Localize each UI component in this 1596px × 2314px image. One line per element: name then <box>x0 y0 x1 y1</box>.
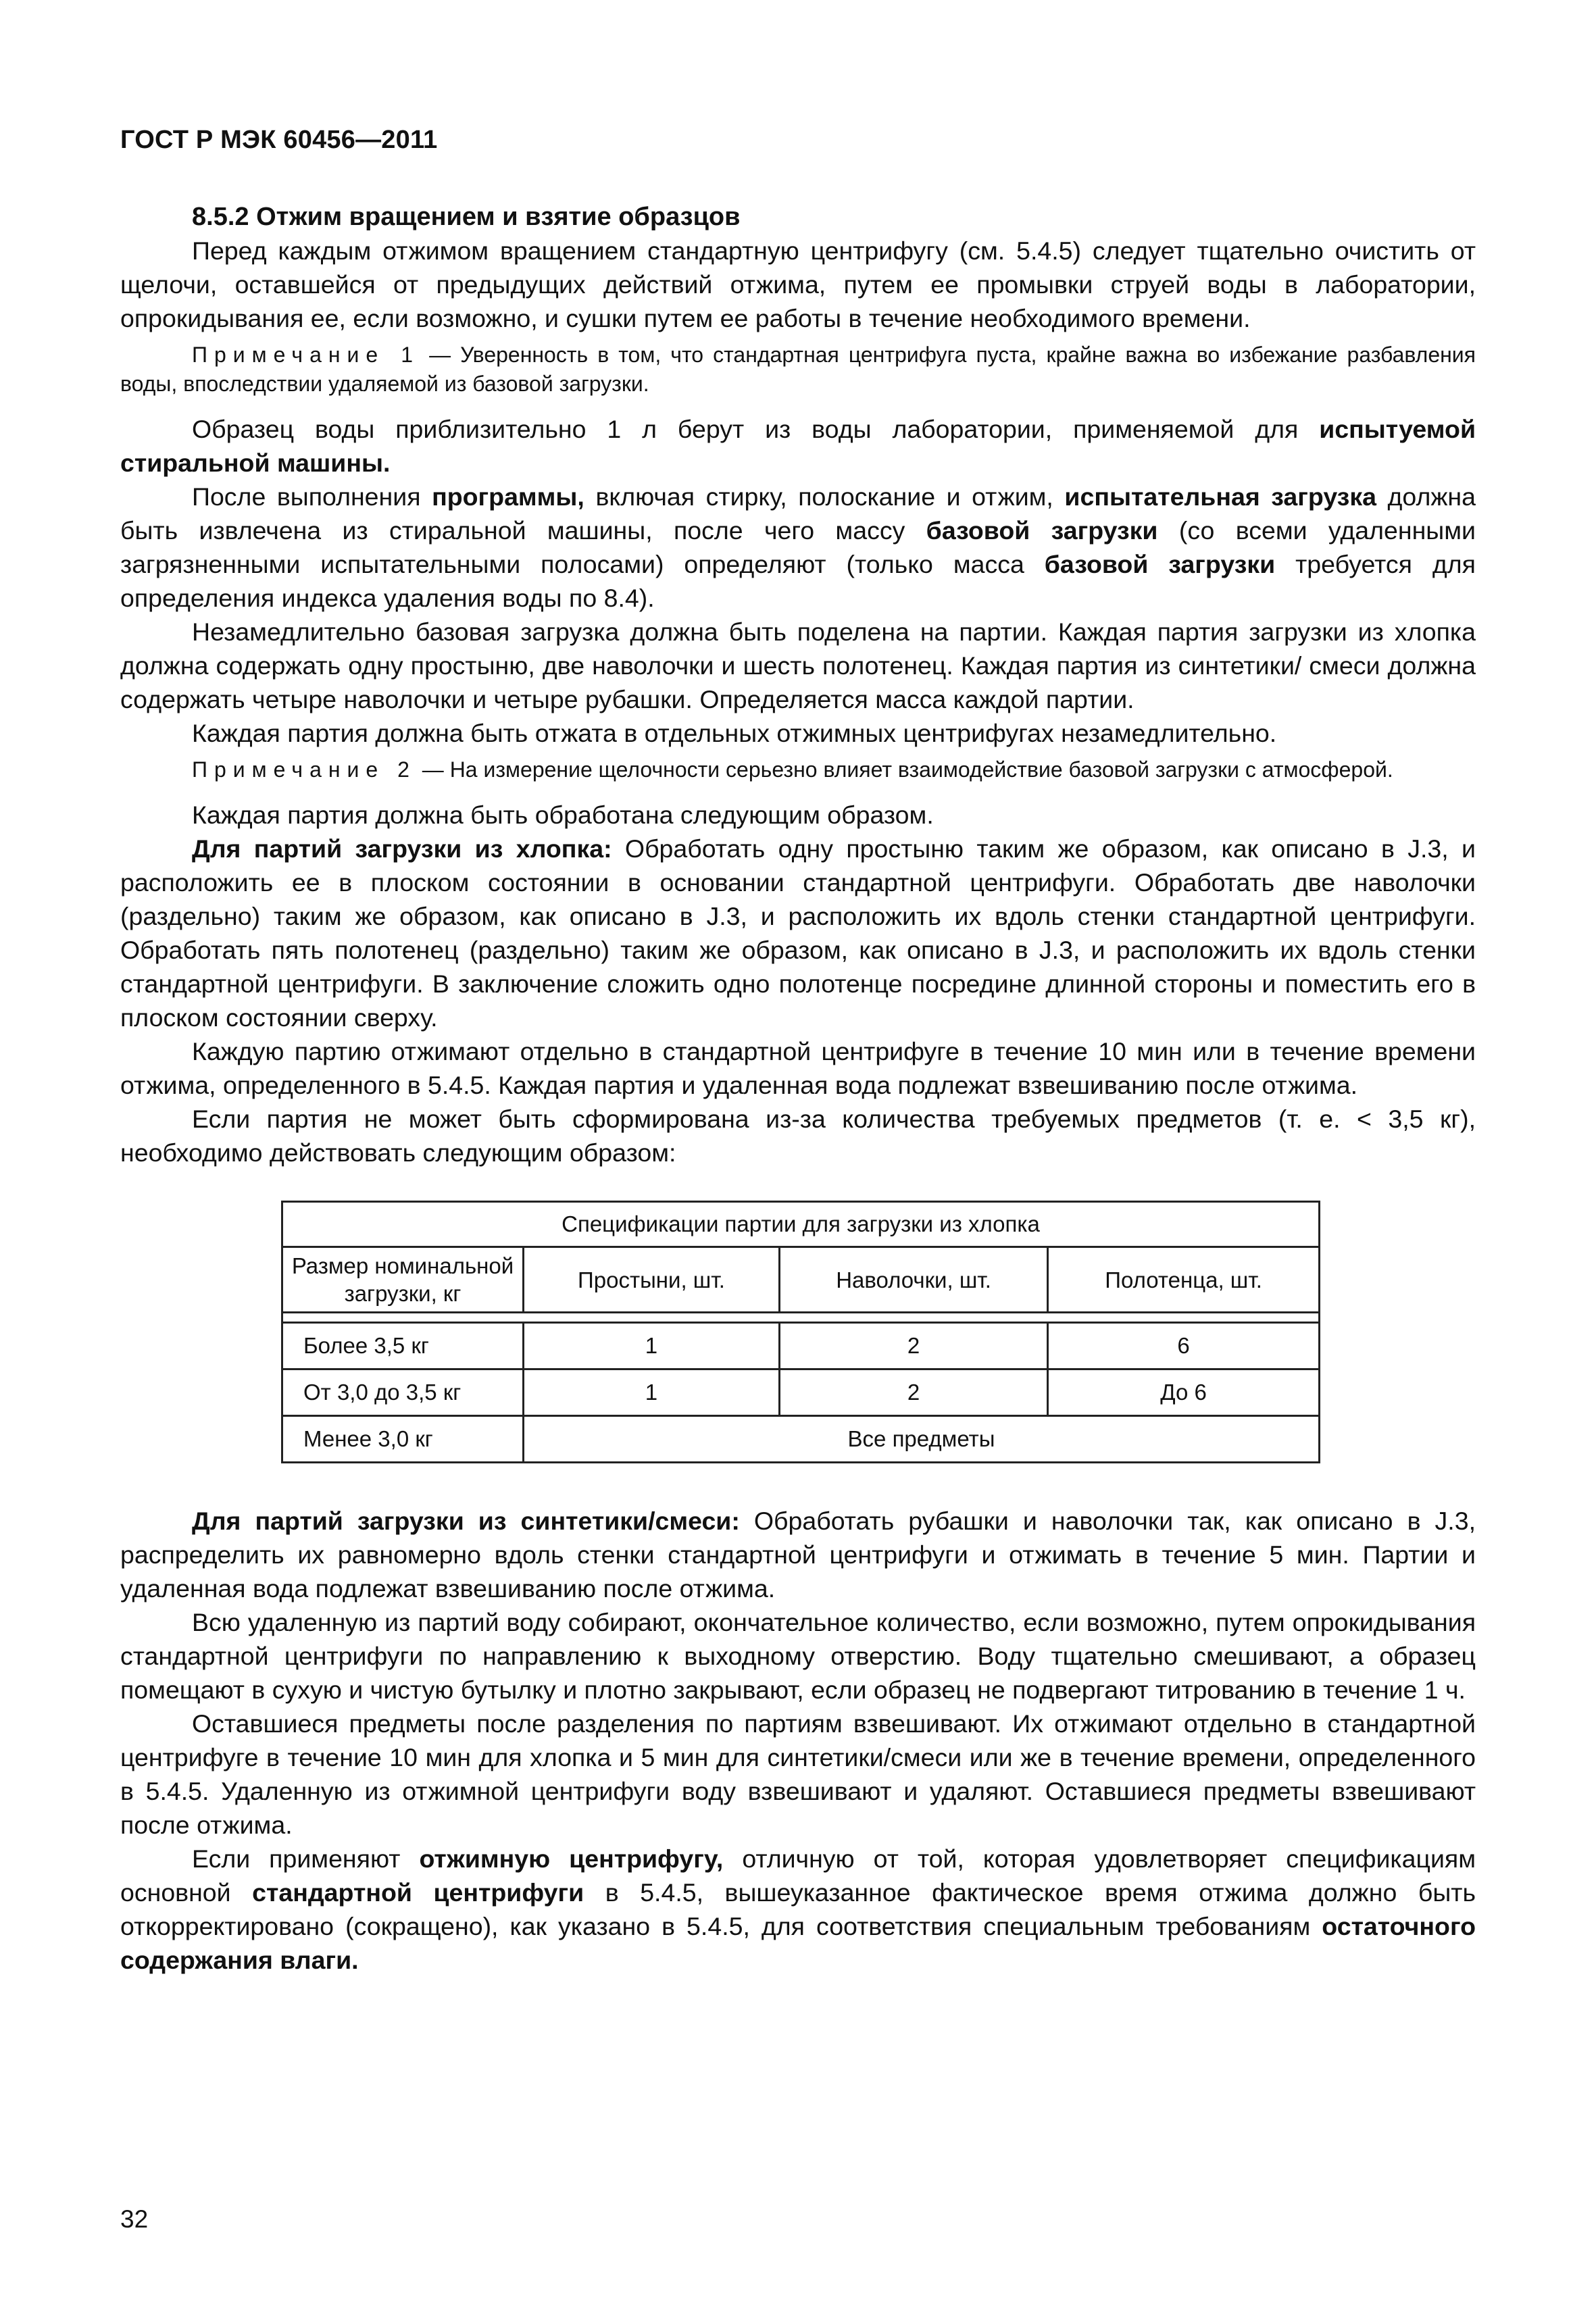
bold-term: остаточного содержания влаги. <box>120 1912 1476 1974</box>
table-cell: Менее 3,0 кг <box>282 1416 524 1463</box>
paragraph <box>120 480 1476 615</box>
bold-term: Для партий загрузки из хлопка: <box>192 834 612 863</box>
bold-term: Для партий загрузки из синтетики/смеси: <box>192 1507 740 1535</box>
text-run: включая стирку, полоскание и отжим, <box>584 482 1065 511</box>
table-header: Полотенца, шт. <box>1048 1247 1320 1313</box>
page-number: 32 <box>120 2205 149 2233</box>
bold-term: базовой загрузки <box>926 516 1158 545</box>
paragraph: Оставшиеся предметы после разделения по партиям взвешивают. Их отжимают отдельно в стандартной центрифуге в течение 10 мин для хлопка и 5 мин для синтетики/смеси или же в течение времени, определенного в 5.4.5. Удаленную из отжимной центрифуги воду взвешивают и удаляют. Оставшиеся предметы взвешивают после отжима. <box>120 1709 1476 1839</box>
table-header: Наволочки, шт. <box>779 1247 1047 1313</box>
section-title: 8.5.2 Отжим вращением и взятие образцов <box>192 203 741 231</box>
table-cell: Более 3,5 кг <box>282 1323 524 1369</box>
paragraph: Каждая партия должна быть обработана следующим образом. <box>192 801 934 829</box>
table-cell: 2 <box>779 1323 1047 1369</box>
table-row <box>282 1369 1320 1416</box>
cotton-spec-table <box>281 1201 1320 1463</box>
text-run: Обработать одну простыню таким же образом, как описано в J.3, и расположить ее в плоском состоянии в основании стандартной центрифуги. Обработать две наволочки (раздельно) таким же образом, как описано в J.3, и расположить их вдоль стенки стандартной центрифуги. Обработать пять полотенец (раздельно) таким же образом, как описано в J.3, и расположить их вдоль стенки стандартной центрифуги. В заключение сложить одно полотенце посредине длинной стороны и поместить его в плоском состоянии сверху. <box>120 834 1476 1032</box>
bold-term: стандартной центрифуги <box>252 1878 584 1907</box>
table-cell: Все предметы <box>524 1416 1320 1463</box>
table-caption: Спецификации партии для загрузки из хлопка <box>282 1202 1320 1247</box>
bold-term: испытательная загрузка <box>1064 482 1376 511</box>
paragraph: Каждую партию отжимают отдельно в стандартной центрифуге в течение 10 мин или в течение времени отжима, определенного в 5.4.5. Каждая партия и удаленная вода подлежат взвешиванию после отжима. <box>120 1037 1476 1099</box>
table-cell: До 6 <box>1048 1369 1320 1416</box>
table-cell: 2 <box>779 1369 1047 1416</box>
table-header: Простыни, шт. <box>524 1247 780 1313</box>
paragraph: Перед каждым отжимом вращением стандартную центрифугу (см. 5.4.5) следует тщательно очистить от щелочи, оставшейся от предыдущих действий отжима, путем ее промывки струей воды в лаборатории, опрокидывания ее, если возможно, и сушки путем ее работы в течение необходимого времени. <box>120 236 1476 332</box>
text-run: в 5.4.5, вышеуказанное фактическое время отжима должно быть откорректировано (сокращено), как указано в 5.4.5, для соответствия специальным требованиям <box>120 1878 1476 1940</box>
paragraph: Если партия не может быть сформирована из-за количества требуемых предметов (т. е. < 3,5 кг), необходимо действовать следующим образом: <box>120 1105 1476 1167</box>
bold-term: испытуемой стиральной машины. <box>120 415 1476 477</box>
note-label: Примечание 2 <box>192 757 416 782</box>
note-text: — На измерение щелочности серьезно влияет взаимодействие базовой загрузки с атмосферой. <box>416 757 1393 782</box>
text-run: Если применяют <box>192 1844 420 1873</box>
note-text: — Уверенность в том, что стандартная центрифуга пуста, крайне важна во избежание разбавления воды, впоследствии удаляемой из базовой загрузки. <box>120 343 1476 396</box>
table-cell: 1 <box>524 1369 780 1416</box>
table-header: Размер номинальной загрузки, кг <box>282 1247 524 1313</box>
text-run: Образец воды приблизительно 1 л берут из воды лаборатории, применяемой для <box>192 415 1320 443</box>
table-row <box>282 1323 1320 1369</box>
cotton-spec-table-wrap <box>281 1201 1320 1463</box>
bold-term: базовой загрузки <box>1044 550 1276 578</box>
table-cell: От 3,0 до 3,5 кг <box>282 1369 524 1416</box>
paragraph <box>120 1504 1476 1605</box>
bold-term: программы, <box>432 482 584 511</box>
paragraph <box>120 412 1476 480</box>
table-separator <box>282 1313 1320 1323</box>
paragraph <box>120 832 1476 1034</box>
note-1 <box>120 341 1476 399</box>
text-run: отличную от той, которая удовлетворяет спецификациям основной <box>120 1844 1476 1907</box>
text-run: требуется для определения индекса удаления воды по 8.4). <box>120 550 1476 612</box>
text-run: должна быть извлечена из стиральной машины, после чего массу <box>120 482 1476 545</box>
document-body <box>120 200 1476 1977</box>
paragraph: Незамедлительно базовая загрузка должна быть поделена на партии. Каждая партия загрузки из хлопка должна содержать одну простыню, две наволочки и шесть полотенец. Каждая партия из синтетики/ смеси должна содержать четыре наволочки и четыре рубашки. Определяется масса каждой партии. <box>120 618 1476 713</box>
bold-term: отжимную центрифугу, <box>419 1844 724 1873</box>
document-header: ГОСТ Р МЭК 60456—2011 <box>120 126 438 154</box>
note-2 <box>120 755 1476 784</box>
table-row <box>282 1416 1320 1463</box>
table-cell: 6 <box>1048 1323 1320 1369</box>
text-run: Обработать рубашки и наволочки так, как описано в J.3, распределить их равномерно вдоль стенки стандартной центрифуги и отжимать в течение 5 мин. Партии и удаленная вода подлежат взвешиванию после отжима. <box>120 1507 1476 1603</box>
note-label: Примечание 1 <box>192 343 420 367</box>
paragraph <box>120 1842 1476 1977</box>
table-cell: 1 <box>524 1323 780 1369</box>
text-run: После выполнения <box>192 482 432 511</box>
paragraph: Всю удаленную из партий воду собирают, окончательное количество, если возможно, путем опрокидывания стандартной центрифуги по направлению к выходному отверстию. Воду тщательно смешивают, а образец помещают в сухую и чистую бутылку и плотно закрывают, если образец не подвергают титрованию в течение 1 ч. <box>120 1608 1476 1704</box>
text-run: (со всеми удаленными загрязненными испытательными полосами) определяют (только масса <box>120 516 1476 578</box>
paragraph: Каждая партия должна быть отжата в отдельных отжимных центрифугах незамедлительно. <box>192 719 1277 747</box>
